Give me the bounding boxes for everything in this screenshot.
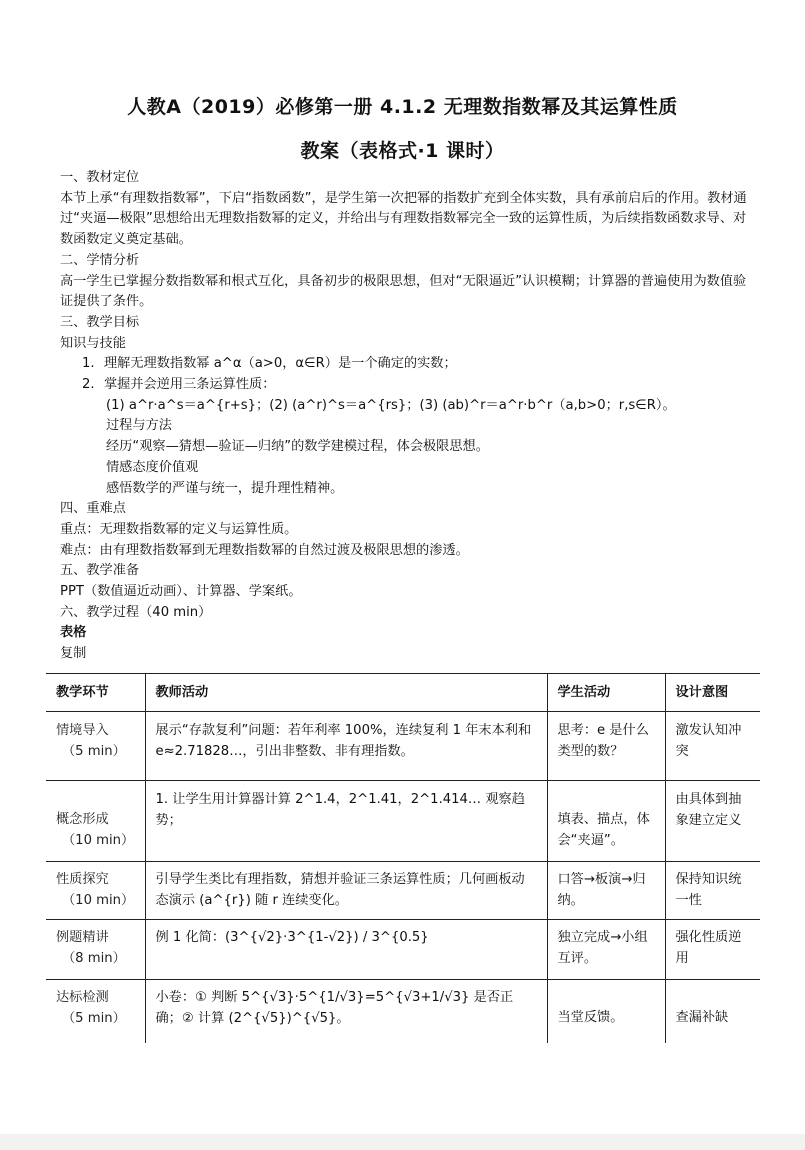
teaching-process-table (46, 673, 760, 1043)
list-item-text: 理解无理数指数幂 a^α（a>0，α∈R）是一个确定的实数； (104, 356, 457, 372)
cell-stage (46, 980, 145, 1044)
table-label: 表格 (60, 625, 87, 641)
objective-process-heading: 过程与方法 (106, 418, 172, 434)
cell-stage (46, 862, 145, 920)
cell-intent: 保持知识统一性 (665, 862, 760, 920)
list-item-text: 掌握并会逆用三条运算性质： (104, 377, 276, 393)
section-heading-3: 三、教学目标 (60, 314, 140, 330)
table-header-row (46, 674, 760, 712)
stage-time: （5 min） (62, 1011, 126, 1026)
section-text-1: 本节上承“有理数指数幂”，下启“指数函数”，是学生第一次把幂的指数扩充到全体实数，具有承前启后的作用。教材通过“夹逼—极限”思想给出无理数指数幂的定义，并给出与有理数指数幂完全一致的运算性质，为后续指数函数求导、对数函数定义奠定基础。 (60, 190, 747, 248)
table-row (46, 980, 760, 1044)
objective-list (60, 354, 750, 395)
cell-intent (665, 980, 760, 1044)
student-text: 当堂反馈。 (557, 1010, 624, 1025)
stage-time: （5 min） (62, 744, 126, 759)
objective-attitude-heading: 情感态度价值观 (106, 459, 199, 475)
table-row (46, 920, 760, 980)
document-title: 人教A（2019）必修第一册 4.1.2 无理数指数幂及其运算性质 (127, 96, 678, 118)
stage-name: 达标检测 (56, 990, 109, 1005)
section-heading-5: 五、教学准备 (60, 563, 140, 579)
cell-student (547, 980, 665, 1044)
cell-teacher: 例 1 化简：(3^{√2}·3^{1-√2}) / 3^{0.5} (145, 920, 547, 980)
header-student: 学生活动 (547, 674, 665, 712)
cell-teacher: 1. 让学生用计算器计算 2^1.4，2^1.41，2^1.414… 观察趋势； (145, 781, 547, 862)
cell-intent: 激发认知冲突 (665, 712, 760, 781)
section-heading-4: 四、重难点 (60, 501, 126, 517)
document-body (60, 168, 750, 665)
cell-intent: 由具体到抽象建立定义 (665, 781, 760, 862)
stage-name: 性质探究 (56, 872, 109, 887)
stage-time: （8 min） (62, 951, 126, 966)
list-item-number: 2. (82, 377, 95, 393)
difficulty-text: 难点：由有理数指数幂到无理数指数幂的自然过渡及极限思想的渗透。 (60, 542, 469, 558)
cell-teacher: 引导学生类比有理指数，猜想并验证三条运算性质；几何画板动态演示 (a^{r}) 随 r 连续变化。 (145, 862, 547, 920)
header-stage: 教学环节 (46, 674, 145, 712)
objective-process-text: 经历“观察—猜想—验证—归纳”的数学建模过程，体会极限思想。 (106, 439, 489, 455)
stage-time: （10 min） (62, 893, 135, 908)
stage-name: 例题精讲 (56, 930, 109, 945)
key-point-text: 重点：无理数指数幂的定义与运算性质。 (60, 521, 298, 537)
cell-teacher: 小卷：① 判断 5^{√3}·5^{1/√3}=5^{√3+1/√3} 是否正确；② 计算 (2^{√5})^{√5}。 (145, 980, 547, 1044)
section-text-5: PPT（数值逼近动画）、计算器、学案纸。 (60, 584, 302, 600)
list-item (60, 375, 750, 396)
cell-stage (46, 920, 145, 980)
cell-student: 思考：e 是什么类型的数？ (547, 712, 665, 781)
student-text: 填表、描点，体会“夹逼”。 (557, 812, 650, 848)
objective-attitude-text: 感悟数学的严谨与统一，提升理性精神。 (106, 480, 344, 496)
header-teacher: 教师活动 (145, 674, 547, 712)
cell-intent: 强化性质逆用 (665, 920, 760, 980)
section-heading-1: 一、教材定位 (60, 170, 140, 185)
operation-properties: (1) a^r·a^s＝a^{r+s}；(2) (a^r)^s＝a^{rs}；(3) (ab)^r＝a^r·b^r（a,b>0；r,s∈R）。 (106, 397, 676, 413)
list-item (60, 354, 750, 375)
section-heading-6: 六、教学过程（40 min） (60, 604, 212, 620)
document-subtitle: 教案（表格式·1 课时） (300, 140, 505, 162)
cell-student: 独立完成→小组互评。 (547, 920, 665, 980)
cell-stage (46, 781, 145, 862)
stage-name: 情境导入 (56, 723, 109, 738)
table-row (46, 781, 760, 862)
stage-name: 概念形成 (56, 812, 109, 827)
cell-teacher: 展示“存款复利”问题：若年利率 100%，连续复利 1 年末本利和 e≈2.71828…，引出非整数、非有理指数。 (145, 712, 547, 781)
copy-link[interactable]: 复制 (60, 646, 87, 662)
cell-stage (46, 712, 145, 781)
table-row (46, 862, 760, 920)
intent-text: 查漏补缺 (675, 1010, 729, 1025)
stage-time: （10 min） (62, 833, 135, 848)
section-heading-2: 二、学情分析 (60, 252, 140, 268)
cell-student (547, 781, 665, 862)
section-text-2: 高一学生已掌握分数指数幂和根式互化，具备初步的极限思想，但对“无限逼近”认识模糊；计算器的普遍使用为数值验证提供了条件。 (60, 273, 747, 310)
table-row (46, 712, 760, 781)
objective-knowledge-heading: 知识与技能 (60, 335, 126, 351)
list-item-number: 1. (82, 356, 95, 372)
cell-student: 口答→板演→归纳。 (547, 862, 665, 920)
header-intent: 设计意图 (665, 674, 760, 712)
